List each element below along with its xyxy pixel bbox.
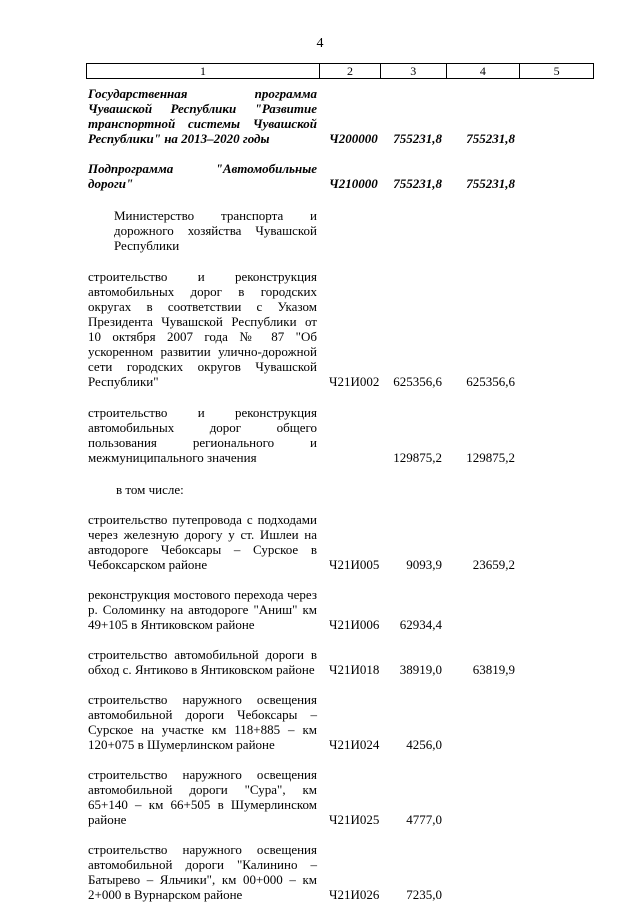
row-col-5: [517, 405, 590, 465]
table-row: [86, 482, 594, 497]
row-code: Ч210000: [329, 176, 378, 191]
row-text: строительство путепровода с подходами через железную дорогу у ст. Ишлеи на автодороге Чебоксары – Сурское в Чебоксарском районе: [88, 512, 317, 572]
row-col-5: [517, 767, 590, 827]
row-col-3: 625356,6: [393, 374, 442, 389]
row-text: строительство наружного освещения автомобильной дороги Чебоксары – Сурское на участке км 118+885 – км 120+075 в Шумерлинском районе: [88, 692, 317, 752]
page-number: 4: [316, 36, 324, 51]
row-col-5: [517, 86, 590, 146]
row-col-4: 63819,9: [472, 662, 515, 677]
row-code: Ч21И025: [329, 812, 380, 827]
row-col-5: [517, 647, 590, 677]
row-col-3: 4256,0: [406, 737, 442, 752]
row-text: строительство наружного освещения автомобильной дороги "Сура", км 65+140 – км 66+505 в Шумерлинском районе: [88, 767, 317, 827]
row-code: Ч21И002: [329, 374, 380, 389]
table-row: [86, 842, 594, 902]
header-col-2: 2: [320, 64, 381, 78]
row-text: Министерство транспорта и дорожного хозяйства Чувашской Республики: [114, 208, 317, 253]
row-col-5: [517, 161, 590, 191]
table-row: [86, 208, 594, 253]
table-header: [86, 63, 594, 79]
row-col-4: 755231,8: [466, 176, 515, 191]
table-row: [86, 692, 594, 752]
row-text: реконструкция мостового перехода через р. Соломинку на автодороге "Аниш" км 49+105 в Янтиковском районе: [88, 587, 317, 632]
table-row: [86, 405, 594, 465]
row-col-5: [517, 692, 590, 752]
row-col-5: [517, 269, 590, 389]
row-col-5: [517, 842, 590, 902]
header-col-4: 4: [447, 64, 521, 78]
table-row: [86, 512, 594, 572]
row-col-5: [517, 208, 590, 253]
row-col-4: 129875,2: [466, 450, 515, 465]
row-code: Ч200000: [329, 131, 378, 146]
row-col-3: 755231,8: [393, 176, 442, 191]
row-col-5: [517, 482, 590, 497]
row-col-3: 129875,2: [393, 450, 442, 465]
header-col-1: 1: [87, 64, 320, 78]
row-col-4: 625356,6: [466, 374, 515, 389]
row-col-3: 62934,4: [399, 617, 442, 632]
table-row: [86, 647, 594, 677]
row-text: строительство и реконструкция автомобильных дорог в городских округах в соответствии с Указом Президента Чувашской Республики от 10 октября 2007 года № 87 "Об ускоренном развитии улично-дорожной сети городских округов Чувашской Республики": [88, 269, 317, 389]
row-col-4: 23659,2: [472, 557, 515, 572]
header-col-5: 5: [520, 64, 594, 78]
row-col-4: 755231,8: [466, 131, 515, 146]
row-code: Ч21И018: [329, 662, 380, 677]
header-col-3: 3: [381, 64, 447, 78]
table-row: [86, 161, 594, 191]
row-text: строительство автомобильной дороги в обход с. Янтиково в Янтиковском районе: [88, 647, 317, 677]
row-col-3: 38919,0: [399, 662, 442, 677]
row-text: Подпрограмма "Автомобильные дороги": [88, 161, 317, 191]
row-col-5: [517, 512, 590, 572]
row-col-3: 7235,0: [406, 887, 442, 902]
row-text: строительство и реконструкция автомобильных дорог общего пользования регионального и межмуниципального значения: [88, 405, 317, 465]
row-col-3: 755231,8: [393, 131, 442, 146]
row-code: Ч21И024: [329, 737, 380, 752]
table-row: [86, 86, 594, 146]
row-text: Государственная программа Чувашской Республики "Развитие транспортной системы Чувашской Республики" на 2013–2020 годы: [88, 86, 317, 146]
row-code: Ч21И005: [329, 557, 380, 572]
row-code: Ч21И026: [329, 887, 380, 902]
table-row: [86, 269, 594, 389]
row-text: строительство наружного освещения автомобильной дороги "Калинино – Батырево – Яльчики", км 00+000 – км 2+000 в Вурнарском районе: [88, 842, 317, 902]
row-col-3: 4777,0: [406, 812, 442, 827]
budget-table: [86, 63, 594, 902]
row-col-3: 9093,9: [406, 557, 442, 572]
table-row: [86, 767, 594, 827]
row-text: в том числе:: [116, 482, 184, 497]
row-code: Ч21И006: [329, 617, 380, 632]
row-col-5: [517, 587, 590, 632]
table-row: [86, 587, 594, 632]
